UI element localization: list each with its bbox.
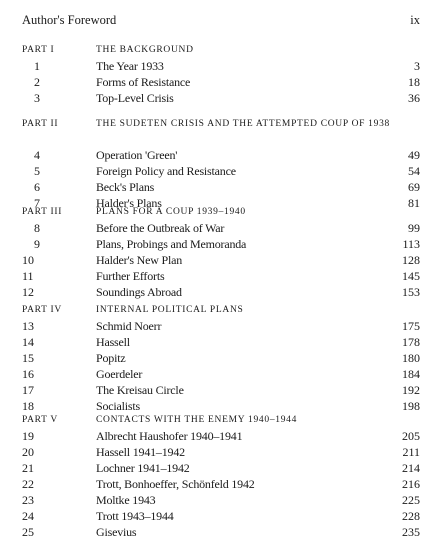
chapter-entry (22, 318, 420, 334)
chapter-entry (22, 58, 420, 74)
chapter-page: 216 (402, 477, 420, 491)
chapter-title: Forms of Resistance (96, 75, 191, 89)
chapter-entry (22, 284, 420, 300)
chapter-title: Plans, Probings and Memoranda (96, 237, 247, 251)
chapter-title: Further Efforts (96, 269, 165, 283)
part-heading (22, 413, 420, 428)
chapter-page: 225 (402, 493, 420, 507)
chapter-entry (22, 476, 420, 492)
chapter-number: 25 (22, 525, 34, 539)
chapter-number: 10 (22, 253, 34, 267)
chapter-entry (22, 444, 420, 460)
chapter-entry (22, 220, 420, 236)
chapter-page: 18 (408, 75, 420, 89)
chapter-entry (22, 382, 420, 398)
chapter-title: Before the Outbreak of War (96, 221, 225, 235)
part-heading (22, 43, 420, 58)
chapter-page: 49 (408, 148, 420, 162)
chapter-number: 6 (34, 180, 40, 194)
foreword-title: Author's Foreword (22, 13, 117, 27)
chapter-number: 12 (22, 285, 34, 299)
chapter-page: 178 (402, 335, 420, 349)
chapter-title: Schmid Noerr (96, 319, 162, 333)
chapter-number: 1 (34, 59, 40, 73)
part-label: PART V (22, 415, 58, 425)
chapter-entry (22, 524, 420, 540)
chapter-page: 81 (408, 196, 420, 210)
chapter-entry (22, 163, 420, 179)
part-5 (22, 413, 420, 540)
chapter-title: Soundings Abroad (96, 285, 182, 299)
chapter-number: 18 (22, 399, 34, 413)
chapter-title: Foreign Policy and Resistance (96, 164, 236, 178)
part-3 (22, 205, 420, 300)
chapter-title: Top-Level Crisis (96, 91, 174, 105)
chapter-page: 113 (402, 237, 420, 251)
chapter-number: 21 (22, 461, 34, 475)
chapter-number: 19 (22, 429, 34, 443)
chapter-page: 36 (408, 91, 420, 105)
chapter-page: 54 (408, 164, 420, 178)
chapter-title: The Year 1933 (96, 59, 164, 73)
chapter-entry (22, 147, 420, 163)
chapter-title: The Kreisau Circle (96, 383, 184, 397)
chapter-number: 4 (34, 148, 40, 162)
chapter-page: 214 (402, 461, 420, 475)
foreword-page-number: ix (410, 13, 420, 27)
chapter-title: Socialists (96, 399, 141, 413)
part-title: CONTACTS WITH THE ENEMY 1940–1944 (96, 415, 298, 425)
chapter-number: 14 (22, 335, 34, 349)
chapter-page: 180 (402, 351, 420, 365)
chapter-page: 3 (414, 59, 420, 73)
chapter-title: Goerdeler (96, 367, 143, 381)
chapter-number: 3 (34, 91, 40, 105)
chapter-number: 22 (22, 477, 34, 491)
chapter-page: 228 (402, 509, 420, 523)
chapter-entry (22, 366, 420, 382)
chapter-entry (22, 350, 420, 366)
chapter-title: Beck's Plans (96, 180, 155, 194)
chapter-page: 184 (402, 367, 420, 381)
chapter-number: 16 (22, 367, 34, 381)
part-title: PLANS FOR A COUP 1939–1940 (96, 207, 246, 217)
part-heading (22, 117, 420, 147)
chapter-entry (22, 90, 420, 106)
chapter-entry (22, 508, 420, 524)
part-4 (22, 303, 420, 414)
part-label: PART I (22, 45, 55, 55)
chapter-page: 145 (402, 269, 420, 283)
chapter-page: 211 (402, 445, 420, 459)
chapter-entry (22, 252, 420, 268)
chapter-entry (22, 236, 420, 252)
chapter-page: 99 (408, 221, 420, 235)
chapter-number: 11 (22, 269, 34, 283)
chapter-page: 69 (408, 180, 420, 194)
chapter-entry (22, 492, 420, 508)
chapter-title: Popitz (96, 351, 126, 365)
chapter-number: 13 (22, 319, 34, 333)
chapter-page: 175 (402, 319, 420, 333)
chapter-number: 23 (22, 493, 34, 507)
chapter-number: 15 (22, 351, 34, 365)
chapter-entry (22, 179, 420, 195)
chapter-number: 5 (34, 164, 40, 178)
foreword-line (22, 11, 420, 29)
chapter-entry (22, 460, 420, 476)
chapter-title: Hassell 1941–1942 (96, 445, 185, 459)
chapter-number: 7 (34, 196, 40, 210)
chapter-title: Trott 1943–1944 (96, 509, 174, 523)
part-title: THE BACKGROUND (96, 45, 194, 55)
chapter-title: Halder's New Plan (96, 253, 183, 267)
chapter-number: 9 (34, 237, 40, 251)
chapter-entry (22, 334, 420, 350)
chapter-entry (22, 398, 420, 414)
chapter-page: 153 (402, 285, 420, 299)
chapter-page: 192 (402, 383, 420, 397)
part-label: PART III (22, 207, 63, 217)
chapter-number: 24 (22, 509, 34, 523)
part-2 (22, 117, 420, 211)
chapter-entry (22, 74, 420, 90)
chapter-number: 20 (22, 445, 34, 459)
part-heading (22, 205, 420, 220)
chapter-title: Moltke 1943 (96, 493, 156, 507)
part-heading (22, 303, 420, 318)
chapter-page: 198 (402, 399, 420, 413)
part-title: THE SUDETEN CRISIS AND THE ATTEMPTED COUP OF 1938 (96, 119, 390, 129)
chapter-title: Halder's Plans (96, 196, 162, 210)
part-1 (22, 43, 420, 106)
part-label: PART IV (22, 305, 62, 315)
chapter-page: 205 (402, 429, 420, 443)
part-title: INTERNAL POLITICAL PLANS (96, 305, 244, 315)
chapter-entry (22, 428, 420, 444)
chapter-title: Hassell (96, 335, 130, 349)
chapter-title: Gisevius (96, 525, 137, 539)
chapter-entry (22, 268, 420, 284)
part-label: PART II (22, 119, 59, 129)
chapter-title: Albrecht Haushofer 1940–1941 (96, 429, 243, 443)
chapter-title: Lochner 1941–1942 (96, 461, 190, 475)
chapter-number: 17 (22, 383, 34, 397)
chapter-number: 8 (34, 221, 40, 235)
chapter-page: 235 (402, 525, 420, 539)
chapter-number: 2 (34, 75, 40, 89)
chapter-title: Operation 'Green' (96, 148, 178, 162)
chapter-page: 128 (402, 253, 420, 267)
chapter-title: Trott, Bonhoeffer, Schönfeld 1942 (96, 477, 255, 491)
